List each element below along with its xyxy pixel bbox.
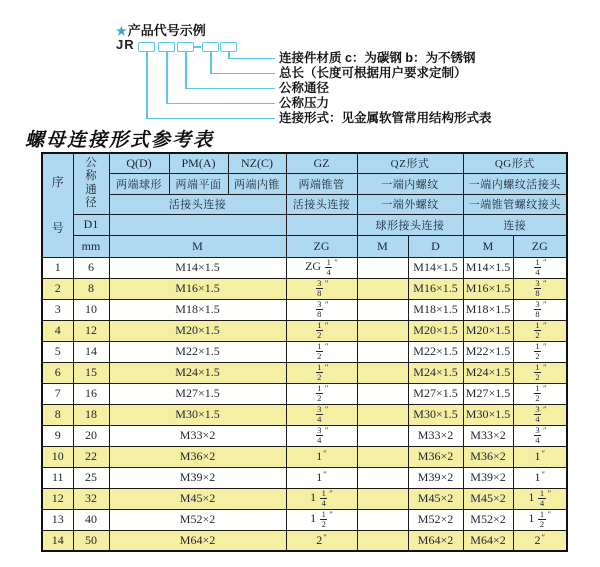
header-serial-no — [42, 153, 73, 257]
cell-qz-d: M45×2 — [408, 488, 463, 509]
cell-nominal-diameter: 6 — [73, 257, 109, 278]
cell-gz-zg: 1″ — [286, 467, 357, 488]
table-row — [42, 425, 567, 446]
header-qz-connection: 球形接头连接 — [357, 214, 463, 235]
cell-gz-zg: $\frac{3}{4}$ ″ — [286, 404, 357, 425]
cell-gz-zg: $\frac{1}{2}$ ″ — [286, 320, 357, 341]
cell-m-thread: M20×1.5 — [109, 320, 286, 341]
cell-qg-m: M33×2 — [463, 425, 513, 446]
cell-gz-zg: 1 $\frac{1}{2}$ ″ — [286, 509, 357, 530]
cell-qg-zg: 1″ — [513, 467, 567, 488]
cell-gz-zg: $\frac{3}{4}$ ″ — [286, 425, 357, 446]
cell-serial-no: 1 — [42, 257, 73, 278]
header-qz-d: D — [408, 235, 463, 257]
code-label-material: 连接件材质 c：为碳钢 b：为不锈钢 — [279, 51, 476, 65]
header-union-connection: 活接头连接 — [109, 194, 286, 214]
cell-serial-no: 6 — [42, 362, 73, 383]
header-qg-connection: 连接 — [463, 214, 567, 235]
cell-gz-zg: 2″ — [286, 530, 357, 551]
cell-nominal-diameter: 25 — [73, 467, 109, 488]
cell-qg-zg: 2″ — [513, 530, 567, 551]
header-nominal-diameter — [73, 153, 109, 214]
cell-nominal-diameter: 14 — [73, 341, 109, 362]
cell-qz-m — [357, 257, 408, 278]
cell-gz-zg: ZG $\frac{1}{4}$ ″ — [286, 257, 357, 278]
cell-m-thread: M52×2 — [109, 509, 286, 530]
header-qg-desc1: 一端内螺纹活接头 — [463, 173, 567, 194]
cell-qg-zg: $\frac{1}{2}$ ″ — [513, 341, 567, 362]
header-serial-no-label: 序号 — [51, 175, 64, 236]
cell-serial-no: 8 — [42, 404, 73, 425]
product-code-example-label: 产品代号示例 — [127, 23, 206, 38]
header-row-2 — [42, 173, 567, 194]
cell-m-thread: M33×2 — [109, 425, 286, 446]
cell-qg-m: M22×1.5 — [463, 341, 513, 362]
cell-qz-m — [357, 446, 408, 467]
header-qz-m: M — [357, 235, 408, 257]
table-row — [42, 488, 567, 509]
cell-qz-m — [357, 530, 408, 551]
cell-qg-zg: $\frac{3}{4}$ ″ — [513, 425, 567, 446]
connector-line — [146, 118, 275, 120]
cell-qg-m: M64×2 — [463, 530, 513, 551]
cell-qz-d: M39×2 — [408, 467, 463, 488]
cell-qg-m: M24×1.5 — [463, 362, 513, 383]
cell-qz-m — [357, 488, 408, 509]
table-row — [42, 257, 567, 278]
cell-qz-m — [357, 509, 408, 530]
table-row — [42, 299, 567, 320]
cell-serial-no: 3 — [42, 299, 73, 320]
cell-serial-no: 7 — [42, 383, 73, 404]
header-gz: GZ — [286, 153, 357, 173]
cell-gz-zg: 1 $\frac{1}{4}$ ″ — [286, 488, 357, 509]
cell-serial-no: 9 — [42, 425, 73, 446]
cell-qg-m: M14×1.5 — [463, 257, 513, 278]
cell-serial-no: 13 — [42, 509, 73, 530]
cell-qg-m: M20×1.5 — [463, 320, 513, 341]
header-row-1 — [42, 153, 567, 173]
cell-m-thread: M39×2 — [109, 467, 286, 488]
connector-line — [166, 52, 168, 104]
cell-qz-m — [357, 299, 408, 320]
cell-serial-no: 5 — [42, 341, 73, 362]
cell-qz-d: M14×1.5 — [408, 257, 463, 278]
code-box-1 — [138, 42, 155, 52]
cell-serial-no: 11 — [42, 467, 73, 488]
code-label-connection-form: 连接形式：见金属软管常用结构形式表 — [279, 111, 492, 125]
cell-serial-no: 12 — [42, 488, 73, 509]
cell-nominal-diameter: 50 — [73, 530, 109, 551]
cell-nominal-diameter: 16 — [73, 383, 109, 404]
cell-m-thread: M36×2 — [109, 446, 286, 467]
cell-nominal-diameter: 32 — [73, 488, 109, 509]
cell-qz-m — [357, 467, 408, 488]
header-qg-zg: ZG — [513, 235, 567, 257]
header-q: Q(D) — [109, 153, 169, 173]
cell-m-thread: M18×1.5 — [109, 299, 286, 320]
header-mm: mm — [73, 235, 109, 257]
header-empty-cell — [286, 214, 357, 235]
cell-m-thread: M64×2 — [109, 530, 286, 551]
cell-qz-m — [357, 362, 408, 383]
star-icon: ★ — [116, 24, 127, 38]
code-dash — [194, 46, 201, 48]
cell-qz-m — [357, 404, 408, 425]
cell-nominal-diameter: 8 — [73, 278, 109, 299]
cell-serial-no: 14 — [42, 530, 73, 551]
cell-qg-zg: $\frac{1}{2}$ ″ — [513, 320, 567, 341]
table-row — [42, 341, 567, 362]
cell-gz-zg: $\frac{3}{8}$ ″ — [286, 299, 357, 320]
cell-qg-zg: $\frac{3}{4}$ ″ — [513, 404, 567, 425]
cell-qg-m: M36×2 — [463, 446, 513, 467]
header-qz-desc1: 一端内螺纹 — [357, 173, 463, 194]
cell-qz-d: M16×1.5 — [408, 278, 463, 299]
cell-qz-m — [357, 341, 408, 362]
header-row-3 — [42, 194, 567, 214]
cell-qz-m — [357, 383, 408, 404]
cell-qg-m: M16×1.5 — [463, 278, 513, 299]
cell-nominal-diameter: 22 — [73, 446, 109, 467]
header-row-4 — [42, 214, 567, 235]
cell-gz-zg: $\frac{1}{2}$ ″ — [286, 341, 357, 362]
header-nominal-diameter-label: 公称通径 — [85, 156, 97, 210]
header-q-desc: 两端球形 — [109, 173, 169, 194]
header-qg-desc2: 一端锥管螺纹接头 — [463, 194, 567, 214]
connector-line — [228, 58, 275, 60]
cell-qg-m: M52×2 — [463, 509, 513, 530]
cell-qg-zg: $\frac{3}{8}$ ″ — [513, 278, 567, 299]
cell-gz-zg: 1″ — [286, 446, 357, 467]
cell-nominal-diameter: 20 — [73, 425, 109, 446]
table-row — [42, 278, 567, 299]
code-label-total-length: 总长（长度可根据用户要求定制） — [279, 66, 467, 80]
table-row — [42, 530, 567, 551]
code-label-nominal-diameter: 公称通径 — [279, 81, 330, 95]
cell-qg-zg: 1 $\frac{1}{4}$ ″ — [513, 488, 567, 509]
cell-m-thread: M14×1.5 — [109, 257, 286, 278]
header-nz: NZ(C) — [228, 153, 286, 173]
header-nz-desc: 两端内锥 — [228, 173, 286, 194]
connector-line — [210, 73, 275, 75]
cell-nominal-diameter: 18 — [73, 404, 109, 425]
code-box-4 — [202, 42, 219, 52]
table-row — [42, 404, 567, 425]
cell-qg-zg: 1 $\frac{1}{2}$ ″ — [513, 509, 567, 530]
connector-line — [146, 52, 148, 119]
code-box-3 — [177, 42, 194, 52]
cell-qz-d: M33×2 — [408, 425, 463, 446]
header-pm: PM(A) — [169, 153, 228, 173]
header-m: M — [109, 235, 286, 257]
cell-qg-zg: 1″ — [513, 446, 567, 467]
header-qg-m: M — [463, 235, 513, 257]
cell-qg-zg: $\frac{3}{8}$ ″ — [513, 299, 567, 320]
cell-qz-d: M18×1.5 — [408, 299, 463, 320]
table-row — [42, 509, 567, 530]
cell-m-thread: M30×1.5 — [109, 404, 286, 425]
cell-m-thread: M27×1.5 — [109, 383, 286, 404]
cell-qz-d: M24×1.5 — [408, 362, 463, 383]
cell-serial-no: 2 — [42, 278, 73, 299]
table-row — [42, 383, 567, 404]
table-row — [42, 446, 567, 467]
header-gz-connection: 活接头连接 — [286, 194, 357, 214]
cell-qz-d: M64×2 — [408, 530, 463, 551]
cell-nominal-diameter: 15 — [73, 362, 109, 383]
cell-qg-m: M45×2 — [463, 488, 513, 509]
code-prefix: JR — [116, 37, 135, 52]
cell-qz-m — [357, 278, 408, 299]
cell-qz-d: M52×2 — [408, 509, 463, 530]
header-qz-form: QZ形式 — [357, 153, 463, 173]
table-header — [42, 153, 567, 257]
cell-nominal-diameter: 12 — [73, 320, 109, 341]
table-row — [42, 362, 567, 383]
reference-table — [41, 152, 568, 552]
cell-qg-m: M30×1.5 — [463, 404, 513, 425]
cell-qz-m — [357, 425, 408, 446]
cell-qz-m — [357, 320, 408, 341]
code-box-5 — [220, 42, 237, 52]
header-zg: ZG — [286, 235, 357, 257]
cell-m-thread: M16×1.5 — [109, 278, 286, 299]
cell-qz-d: M20×1.5 — [408, 320, 463, 341]
cell-qg-zg: $\frac{1}{2}$ ″ — [513, 383, 567, 404]
connector-line — [185, 88, 275, 90]
header-qg-form: QG形式 — [463, 153, 567, 173]
header-pm-desc: 两端平面 — [169, 173, 228, 194]
cell-m-thread: M24×1.5 — [109, 362, 286, 383]
cell-nominal-diameter: 10 — [73, 299, 109, 320]
cell-gz-zg: $\frac{3}{8}$ ″ — [286, 278, 357, 299]
cell-qg-m: M18×1.5 — [463, 299, 513, 320]
cell-gz-zg: $\frac{1}{2}$ ″ — [286, 383, 357, 404]
cell-nominal-diameter: 40 — [73, 509, 109, 530]
cell-m-thread: M22×1.5 — [109, 341, 286, 362]
table-title: 螺母连接形式参考表 — [25, 130, 215, 151]
cell-qz-d: M27×1.5 — [408, 383, 463, 404]
cell-gz-zg: $\frac{1}{2}$ ″ — [286, 362, 357, 383]
table-row — [42, 320, 567, 341]
connector-line — [185, 52, 187, 89]
table-row — [42, 467, 567, 488]
cell-qz-d: M22×1.5 — [408, 341, 463, 362]
cell-serial-no: 4 — [42, 320, 73, 341]
cell-qg-m: M39×2 — [463, 467, 513, 488]
cell-qg-m: M27×1.5 — [463, 383, 513, 404]
code-box-2 — [158, 42, 175, 52]
code-label-nominal-pressure: 公称压力 — [279, 96, 330, 110]
cell-qg-zg: $\frac{1}{2}$ ″ — [513, 362, 567, 383]
header-qz-desc2: 一端外螺纹 — [357, 194, 463, 214]
table-body — [42, 257, 567, 551]
cell-qz-d: M30×1.5 — [408, 404, 463, 425]
cell-qg-zg: $\frac{1}{4}$ ″ — [513, 257, 567, 278]
cell-m-thread: M45×2 — [109, 488, 286, 509]
connector-line — [166, 103, 275, 105]
cell-qz-d: M36×2 — [408, 446, 463, 467]
header-d1: D1 — [73, 214, 109, 235]
cell-serial-no: 10 — [42, 446, 73, 467]
connector-line — [210, 52, 212, 74]
header-empty-cell — [109, 214, 286, 235]
header-gz-desc: 两端锥管 — [286, 173, 357, 194]
header-row-5 — [42, 235, 567, 257]
